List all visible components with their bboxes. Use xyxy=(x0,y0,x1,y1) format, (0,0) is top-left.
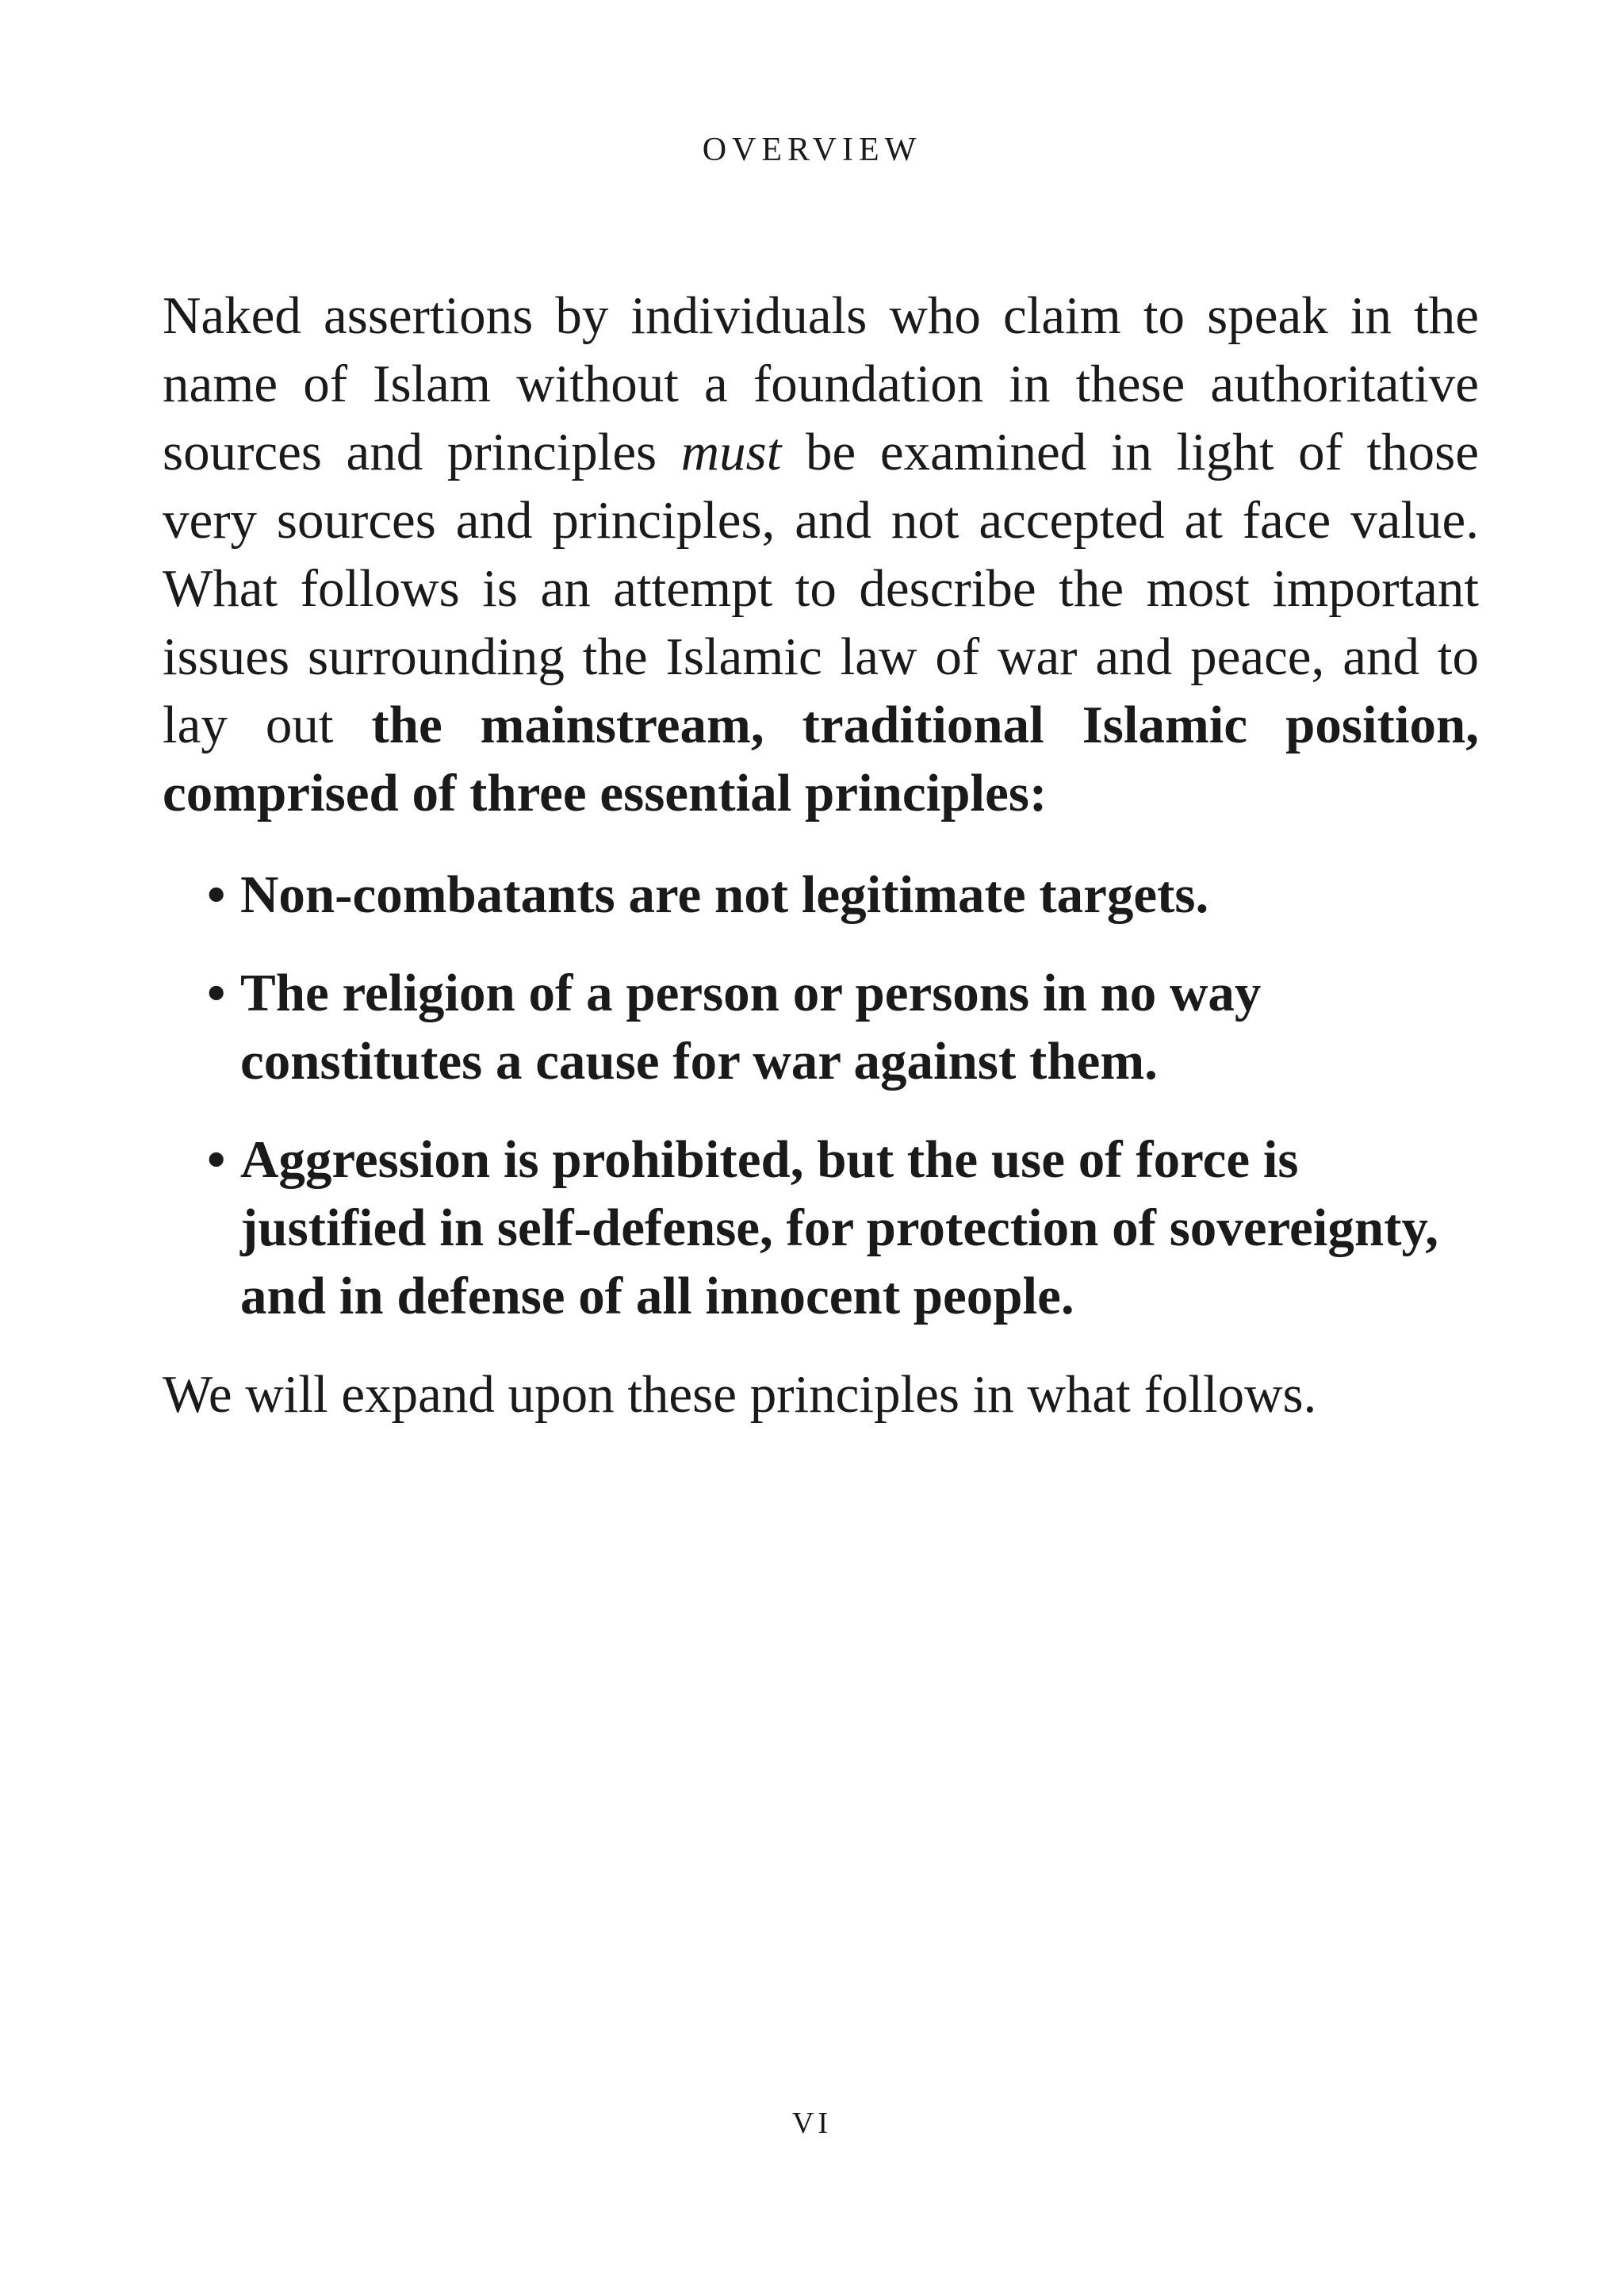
principle-text: The religion of a person or persons in no way constitutes a cause for war against them. xyxy=(240,964,1262,1091)
principle-item xyxy=(207,861,1485,929)
intro-bold-phrase: the mainstream, traditional Islamic position, comprised of three essential principles: xyxy=(163,696,1479,823)
intro-emphasis: must xyxy=(680,423,782,481)
bullet-icon: • xyxy=(207,1130,226,1189)
intro-text-start: Naked assertions by individuals who claim to speak in the name of Islam without a foundation in these authoritative sources and principles xyxy=(163,286,1479,481)
page-number: VI xyxy=(791,2107,833,2140)
bullet-icon: • xyxy=(207,865,226,924)
intro-text-middle: be examined in light of those very sources and principles, and not accepted at face value. What follows is an attempt to describe the most important issues surrounding the Islamic law of war and peace, and to lay out xyxy=(163,423,1479,754)
principle-text: Non-combatants are not legitimate targets. xyxy=(240,865,1209,924)
bullet-icon: • xyxy=(207,964,226,1022)
principle-item xyxy=(207,1125,1485,1330)
page-body xyxy=(163,282,1479,1428)
closing-paragraph: We will expand upon these principles in what follows. xyxy=(163,1365,1317,1424)
running-head: OVERVIEW xyxy=(702,132,922,168)
principle-text: Aggression is prohibited, but the use of force is justified in self-defense, for protection of sovereignty, and in defense of all innocent people. xyxy=(240,1130,1439,1325)
intro-paragraph xyxy=(163,282,1479,827)
principle-item xyxy=(207,959,1485,1095)
principles-list xyxy=(163,861,1485,1330)
